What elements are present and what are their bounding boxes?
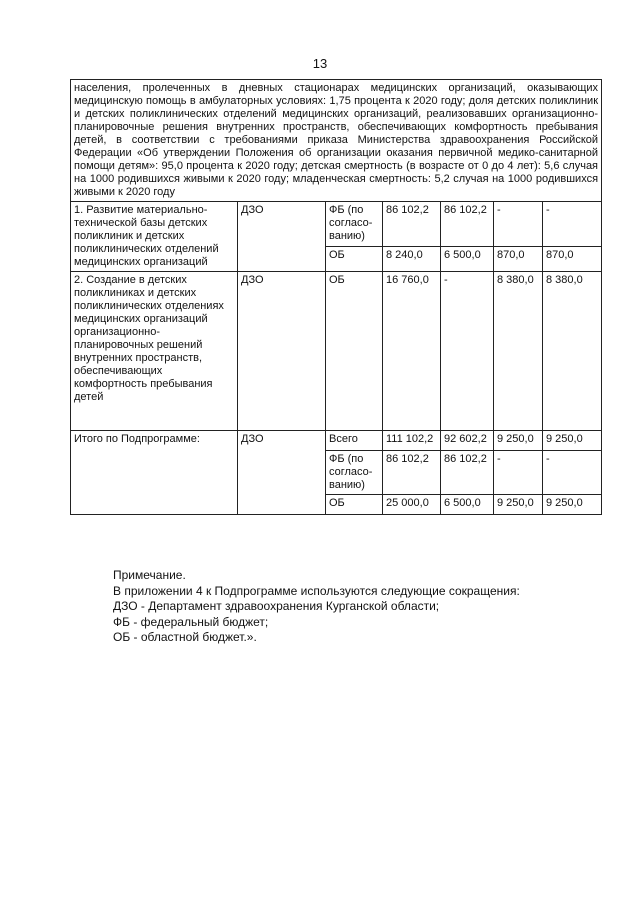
year-cell: 86 102,2	[441, 202, 494, 247]
source-cell: ФБ (по согласо-ванию)	[326, 451, 383, 495]
year-cell: 6 500,0	[441, 247, 494, 272]
activity-cell: 1. Развитие материально-технической базы детских поликлиник и детских поликлинических отделений медицинских организаций	[71, 202, 238, 272]
page-number: 13	[312, 56, 328, 71]
year-cell: 8 380,0	[543, 272, 602, 431]
note-intro: В приложении 4 к Подпрограмме используются следующие сокращения:	[113, 583, 520, 598]
note-item: ФБ - федеральный бюджет;	[113, 614, 269, 629]
year-cell: 870,0	[543, 247, 602, 272]
year-cell: -	[494, 202, 543, 247]
activity-cell: Итого по Подпрограмме:	[71, 431, 238, 515]
year-cell: 8 380,0	[494, 272, 543, 431]
executor-cell: ДЗО	[238, 431, 326, 515]
source-cell: ОБ	[326, 272, 383, 431]
year-cell: 870,0	[494, 247, 543, 272]
activity-cell: 2. Создание в детских поликлиниках и детских поликлинических отделениях медицинских организаций организационно-планировочных решений внутренних пространств, обеспечивающих комфортность пребывания детей	[71, 272, 238, 431]
source-cell: Всего	[326, 431, 383, 451]
intro-row	[71, 80, 602, 202]
table-row	[71, 272, 602, 431]
year-cell: -	[543, 202, 602, 247]
total-cell: 25 000,0	[383, 495, 441, 515]
executor-cell: ДЗО	[238, 202, 326, 272]
total-cell: 16 760,0	[383, 272, 441, 431]
source-cell: ОБ	[326, 495, 383, 515]
note-item: ДЗО - Департамент здравоохранения Курганской области;	[113, 599, 440, 613]
year-cell: 6 500,0	[441, 495, 494, 515]
executor-cell: ДЗО	[238, 272, 326, 431]
table-row	[71, 202, 602, 247]
year-cell: -	[543, 451, 602, 495]
table-row	[71, 431, 602, 451]
year-cell: 9 250,0	[543, 431, 602, 451]
year-cell: 9 250,0	[494, 495, 543, 515]
year-cell: 9 250,0	[543, 495, 602, 515]
total-cell: 86 102,2	[383, 202, 441, 247]
year-cell: -	[441, 272, 494, 431]
funding-table	[70, 79, 602, 515]
total-cell: 111 102,2	[383, 431, 441, 451]
year-cell: 86 102,2	[441, 451, 494, 495]
intro-text: населения, пролеченных в дневных стационарах медицинских организаций, оказывающих медицинскую помощь в амбулаторных условиях: 1,75 процента к 2020 году; доля детских поликлиник и детских поликлинических отделений медицинских организаций, реализовавших организационно-планировочные решения внутренних пространств, обеспечивающих комфортность пребывания детей, в соответствии с требованиями приказа Министерства здравоохранения Российской Федерации «Об утверждении Положения об организации оказания первичной медико-санитарной помощи детям»: 95,0 процента к 2020 году; детская смертность (в возрасте от 0 до 4 лет): 5,6 случая на 1000 родившихся живыми к 2020 году; младенческая смертность: 5,2 случая на 1000 родившихся живыми к 2020 году	[71, 80, 602, 202]
year-cell: -	[494, 451, 543, 495]
total-cell: 8 240,0	[383, 247, 441, 272]
year-cell: 92 602,2	[441, 431, 494, 451]
source-cell: ОБ	[326, 247, 383, 272]
year-cell: 9 250,0	[494, 431, 543, 451]
total-cell: 86 102,2	[383, 451, 441, 495]
source-cell: ФБ (по согласо-ванию)	[326, 202, 383, 247]
note-item: ОБ - областной бюджет.».	[113, 630, 257, 644]
note-title: Примечание.	[113, 568, 186, 582]
note-block	[113, 568, 520, 646]
